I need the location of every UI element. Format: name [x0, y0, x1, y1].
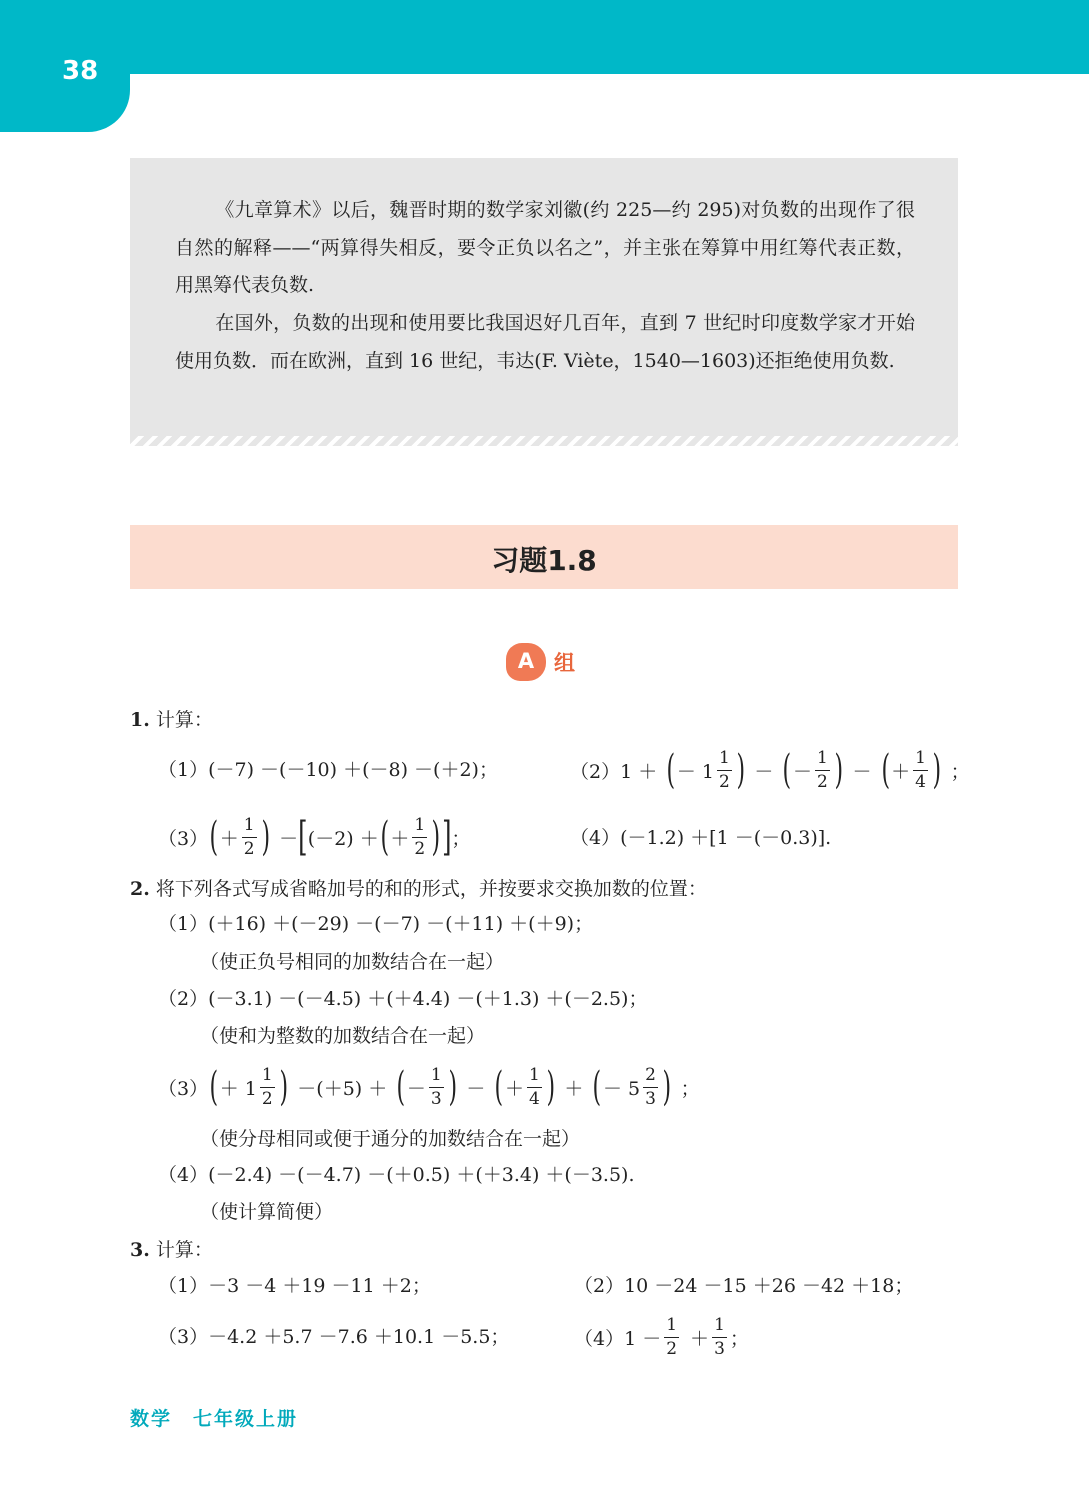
page-number: 38 — [62, 56, 99, 86]
q2-part-3: （3） ( ＋ 1 $\frac{1}{2}$ ) －(＋5) ＋ ( － $\frac{1}{3}$ ) － ( ＋ $\frac{1}{4}$ ) ＋ ( － 5 $\frac{2}{3}$ ) ； — [158, 1064, 700, 1110]
group-badge — [506, 643, 546, 681]
q2-part-3-note: （使分母相同或便于通分的加数结合在一起） — [200, 1128, 581, 1150]
question-number: 1. — [130, 709, 150, 731]
top-banner — [0, 0, 1089, 74]
q3-part-1: （1）－3 －4 ＋19 －11 ＋2； — [158, 1275, 431, 1297]
q3-part-4: （4）1 － $\frac{1}{2}$ ＋ $\frac{1}{3}$ ； — [574, 1314, 749, 1359]
group-label: 组 — [554, 651, 575, 675]
q1-part-4: （4）(－1.2) ＋[1 －(－0.3)]. — [570, 827, 832, 849]
reading-box-stripes — [130, 436, 958, 446]
q2-part-4-note: （使计算简便） — [200, 1201, 334, 1223]
q1-part-1: （1）(－7) －(－10) ＋(－8) －(＋2)； — [158, 759, 498, 781]
exercise-title: 习题1.8 — [491, 544, 597, 577]
q2-part-4: （4）(－2.4) －(－4.7) －(＋0.5) ＋(＋3.4) ＋(－3.5). — [158, 1164, 635, 1186]
q2-part-1: （1）(＋16) ＋(－29) －(－7) －(＋11) ＋(＋9)； — [158, 913, 594, 935]
q2-part-2: （2）(－3.1) －(－4.5) ＋(＋4.4) －(＋1.3) ＋(－2.5)； — [158, 988, 648, 1010]
reading-paragraph-1: 《九章算术》以后，魏晋时期的数学家刘徽(约 225—约 295)对负数的出现作了很自然的解释——“两算得失相反，要令正负以名之”，并主张在筹算中用红筹代表正数，用黑筹代表负数. — [175, 199, 915, 296]
question-1-stem: 1. 计算： — [130, 709, 213, 731]
q2-part-1-note: （使正负号相同的加数结合在一起） — [200, 951, 505, 973]
q2-part-2-note: （使和为整数的加数结合在一起） — [200, 1025, 486, 1047]
book-footer: 数学 七年级上册 — [130, 1408, 299, 1430]
q3-part-2: （2）10 －24 －15 ＋26 －42 ＋18； — [574, 1275, 914, 1297]
question-2-stem: 2. 将下列各式写成省略加号的和的形式，并按要求交换加数的位置： — [130, 878, 707, 900]
q1-part-3: （3） ( ＋ $\frac{1}{2}$ ) － [ (－2) ＋ ( ＋ $\frac{1}{2}$ ) ] ； — [158, 814, 471, 860]
group-letter: A — [517, 649, 535, 673]
question-number: 2. — [130, 878, 150, 900]
question-3-stem: 3. 计算： — [130, 1239, 213, 1261]
q1-part-2: （2）1 ＋ ( － 1 $\frac{1}{2}$ ) － ( － $\frac{1}{2}$ ) － ( ＋ $\frac{1}{4}$ ) ； — [570, 747, 970, 793]
question-number: 3. — [130, 1239, 150, 1261]
q3-part-3: （3）－4.2 ＋5.7 －7.6 ＋10.1 －5.5； — [158, 1326, 510, 1348]
reading-paragraph-2: 在国外，负数的出现和使用要比我国迟好几百年，直到 7 世纪时印度数学家才开始使用负数．而在欧洲，直到 16 世纪，韦达(F. Viète，1540—1603)还拒绝使用负数. — [175, 312, 915, 372]
exercise-header — [130, 525, 958, 589]
